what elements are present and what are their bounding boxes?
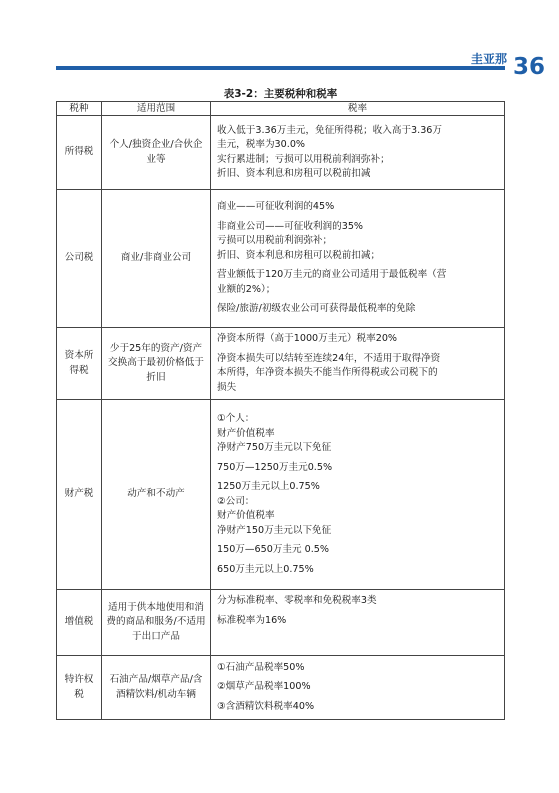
rate-line: 损失	[217, 381, 237, 393]
tax-rate-cell	[211, 328, 505, 400]
tax-scope: 适用于供本地使用和消费的商品和服务/不适用于出口产品	[102, 590, 211, 656]
table-header-row	[57, 102, 505, 116]
tax-table	[56, 101, 505, 720]
rate-line: ②烟草产品税率100%	[217, 681, 311, 693]
rate-line: ③含酒精饮料税率40%	[217, 700, 315, 712]
rate-line: ②公司：	[217, 495, 255, 507]
rate-line: 折旧、资本利息和房租可以税前扣减	[217, 168, 371, 179]
tax-rate-cell	[211, 116, 505, 190]
rate-line: 财产价值税率	[217, 427, 275, 439]
column-header-rate: 税率	[211, 102, 505, 116]
tax-name: 资本所得税	[57, 328, 102, 400]
rate-line: 150万—650万圭元 0.5%	[217, 544, 330, 555]
header-rule	[56, 66, 505, 70]
rate-line: 商业——可征收利润的45%	[217, 201, 335, 213]
rate-line: 实行累进制；亏损可以用税前利润弥补；	[217, 153, 390, 165]
tax-scope: 个人/独资企业/合伙企业等	[102, 116, 211, 190]
rate-line: 财产价值税率	[217, 510, 275, 521]
table-row	[57, 400, 505, 590]
tax-scope: 石油产品/烟草产品/含酒精饮料/机动车辆	[102, 656, 211, 720]
tax-name: 财产税	[57, 400, 102, 590]
rate-line: 收入低于3.36万圭元，免征所得税；收入高于3.36万	[217, 124, 443, 136]
rate-line: 保险/旅游/初级农业公司可获得最低税率的免除	[217, 303, 416, 315]
rate-line: 净财产750万圭元以下免征	[217, 442, 332, 453]
table-row	[57, 116, 505, 190]
page-number: 36	[512, 54, 545, 80]
rate-line: 650万圭元以上0.75%	[217, 563, 314, 575]
tax-rate-cell	[211, 190, 505, 328]
table-row	[57, 328, 505, 400]
rate-line: 750万—1250万圭元0.5%	[217, 461, 333, 473]
rate-line: ①个人：	[217, 413, 255, 424]
tax-name: 特许权税	[57, 656, 102, 720]
tax-scope: 动产和不动产	[102, 400, 211, 590]
table-row	[57, 190, 505, 328]
rate-line: 本所得，年净资本损失不能当作所得税或公司税下的	[217, 367, 438, 378]
rate-line: 业额的2%）；	[217, 283, 276, 295]
tax-name: 公司税	[57, 190, 102, 328]
tax-name: 增值税	[57, 590, 102, 656]
column-header-scope: 适用范围	[102, 102, 211, 116]
rate-line: 营业额低于120万圭元的商业公司适用于最低税率（营	[217, 269, 447, 281]
column-header-tax: 税种	[57, 102, 102, 116]
rate-line: 标准税率为16%	[217, 614, 287, 626]
table-row	[57, 656, 505, 720]
rate-line: 折旧、资本利息和房租可以税前扣减；	[217, 249, 381, 261]
section-title: 圭亚那	[470, 52, 507, 66]
table-row	[57, 590, 505, 656]
rate-line: 分为标准税率、零税率和免税税率3类	[217, 595, 377, 606]
rate-line: 净资本损失可以结转至连续24年，不适用于取得净资	[217, 352, 441, 364]
rate-line: 净资本所得（高于1000万圭元）税率20%	[217, 333, 398, 344]
rate-line: 圭元，税率为30.0%	[217, 139, 306, 150]
tax-rate-cell	[211, 656, 505, 720]
tax-scope: 商业/非商业公司	[102, 190, 211, 328]
rate-line: 亏损可以用税前利润弥补；	[217, 235, 333, 247]
tax-rate-cell	[211, 590, 505, 656]
table-caption: 表3-2：主要税种和税率	[223, 88, 338, 100]
rate-line: 净财产150万圭元以下免征	[217, 524, 332, 536]
rate-line: 1250万圭元以上0.75%	[217, 481, 320, 492]
tax-scope: 少于25年的资产/资产交换高于最初价格低于折旧	[102, 328, 211, 400]
tax-name: 所得税	[57, 116, 102, 190]
rate-line: ①石油产品税率50%	[217, 661, 305, 673]
tax-rate-cell	[211, 400, 505, 590]
rate-line: 非商业公司——可征收利润的35%	[217, 220, 364, 232]
